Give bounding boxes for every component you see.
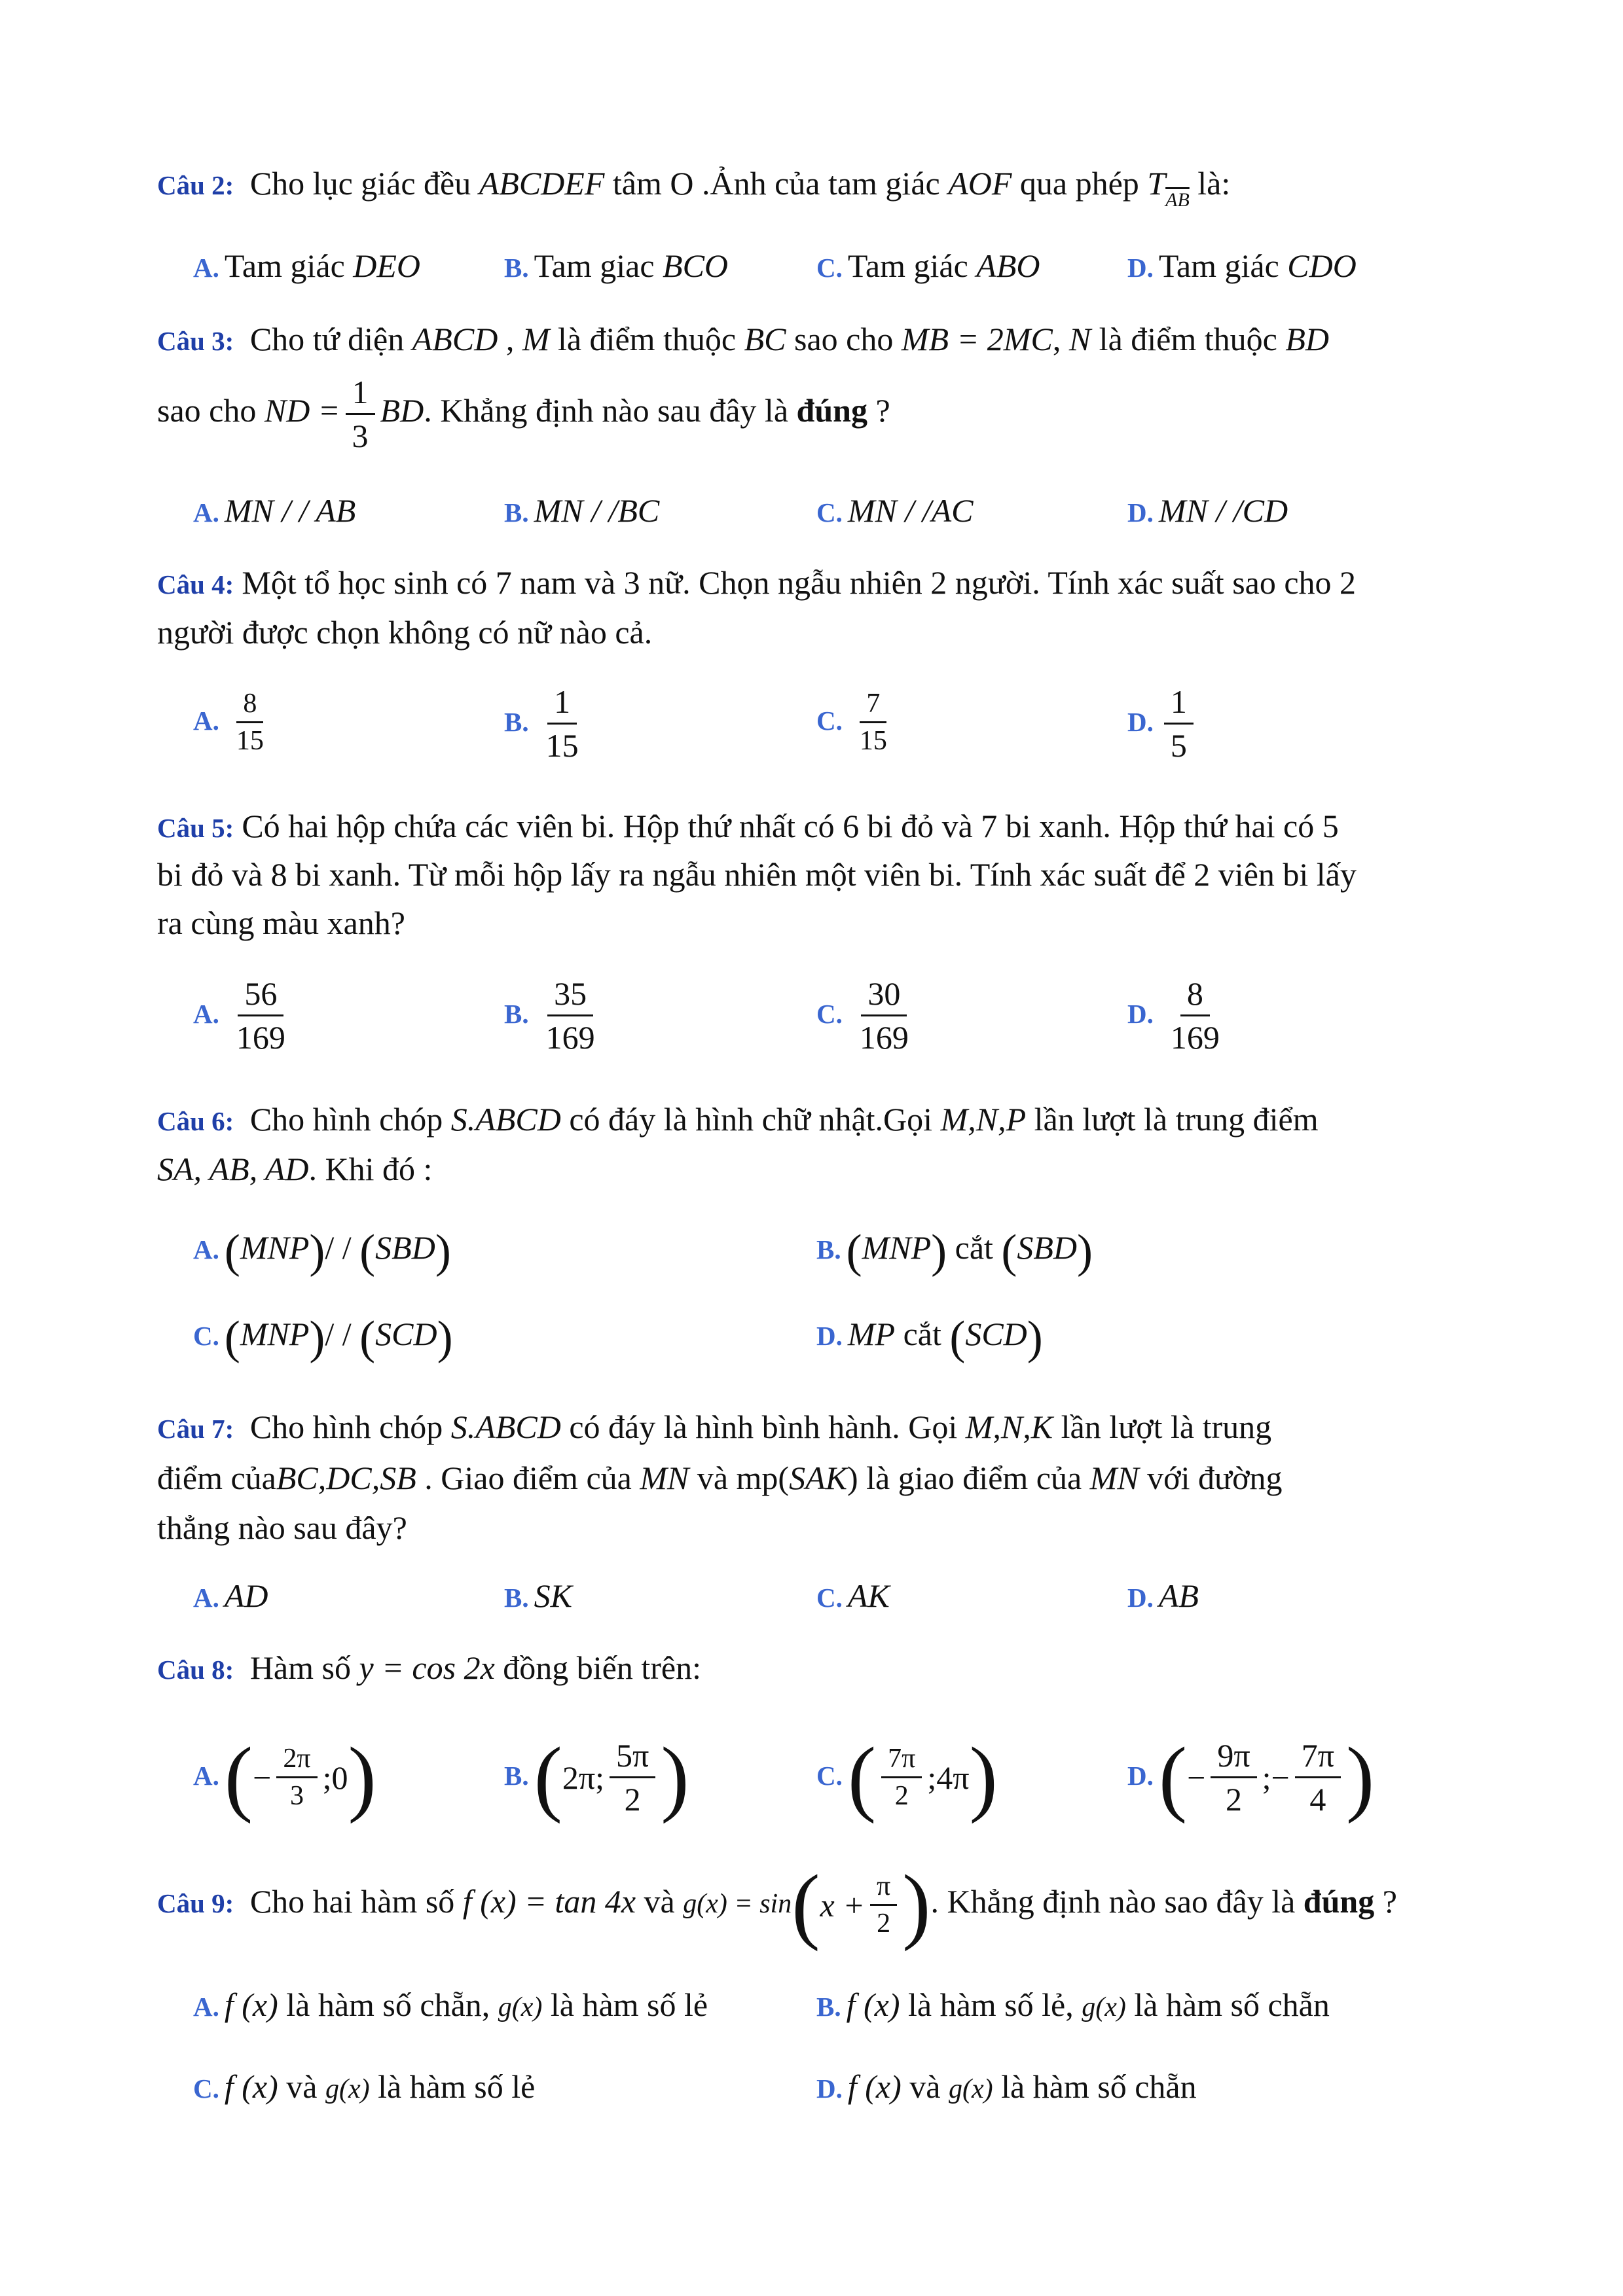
parenthesis: ): [437, 1311, 453, 1364]
q2-text: qua phép: [1019, 165, 1139, 202]
q7-options-1-math: SK: [534, 1577, 572, 1614]
q7-stem-line2: [157, 1453, 1283, 1503]
q6-options-1-p1: MNP: [862, 1229, 932, 1266]
q9-options-0-f: f (x): [224, 1986, 278, 2023]
q2-options-2-label: C.: [816, 253, 843, 283]
q8-options-2-sep: ;: [927, 1759, 937, 1796]
q3-stem-line2: [157, 368, 890, 457]
q3-t6: là điểm thuộc: [1099, 321, 1277, 357]
fraction: [881, 1741, 922, 1814]
q9-options-0-label: A.: [193, 1992, 219, 2022]
q8-option-d: [1127, 1728, 1374, 1823]
parenthesis: ): [931, 1225, 947, 1278]
q5-options-3-den: 169: [1170, 1019, 1220, 1056]
q7-option-c: [816, 1571, 890, 1623]
q9-options-2-a: và: [286, 2068, 318, 2105]
q9-option-b: [816, 1980, 1330, 2032]
q5-options-2-num: 30: [861, 973, 907, 1016]
q9-options-1-g: g(x): [1082, 1992, 1126, 2022]
q9-options-1-a: là hàm số lẻ,: [908, 1986, 1074, 2023]
q8-options-2-n1: 7π: [881, 1741, 922, 1778]
q6-t2: có đáy là hình chữ nhật.Gọi: [569, 1101, 933, 1138]
q5-line2: bi đỏ và 8 bi xanh. Từ mỗi hộp lấy ra ngẫu nhiên một viên bi. Tính xác suất để 2 viên bi lấy: [157, 856, 1357, 893]
q3-l2m2: BD: [380, 392, 424, 429]
q8-options-0-s1: −: [253, 1759, 272, 1796]
parenthesis: (: [534, 1730, 562, 1825]
q2-options-0-text: Tam giác: [224, 247, 345, 284]
parenthesis: ): [969, 1730, 998, 1825]
q3-t4: sao cho: [794, 321, 894, 357]
q5-options-1-num: 35: [547, 973, 593, 1016]
parenthesis: (: [847, 1730, 877, 1825]
q2-text: tâm O .Ảnh của tam giác: [612, 165, 940, 202]
parenthesis: (: [1158, 1730, 1188, 1825]
parenthesis: (: [1001, 1225, 1017, 1278]
q6-options-0-rel: / /: [325, 1229, 352, 1266]
q6-m2: M,N,P: [940, 1101, 1027, 1138]
q8-options-1-n1: 5π: [610, 1734, 655, 1778]
q7-line3: thẳng nào sau đây?: [157, 1509, 407, 1546]
q5-stem: [157, 801, 1339, 853]
q5-options-3-num: 8: [1180, 973, 1210, 1016]
q9-options-2-label: C.: [193, 2073, 219, 2104]
q4-line2: người được chọn không có nữ nào cả.: [157, 614, 653, 651]
q2-math: ABCDEF: [479, 165, 605, 202]
q2-option-d: [1127, 241, 1357, 293]
q8-options-0-d1: 3: [289, 1781, 304, 1812]
q8-options-1-pre: 2π;: [562, 1759, 605, 1796]
q5-options-0-label: A.: [193, 998, 219, 1029]
q7-stem-line3: [157, 1503, 407, 1552]
q8-options-3-n1: 9π: [1211, 1734, 1256, 1778]
parenthesis: ): [348, 1730, 376, 1825]
fraction: [1295, 1734, 1341, 1820]
q4-options-0-label: A.: [193, 705, 219, 736]
q8-option-a: [193, 1728, 376, 1823]
q9-fden: 2: [877, 1909, 891, 1939]
parenthesis: (: [359, 1225, 376, 1278]
q9-m2: g(x) = sin: [683, 1889, 792, 1919]
q2-number: Câu 2:: [157, 170, 234, 200]
q8-option-b: [504, 1728, 689, 1823]
q8-options-0-label: A.: [193, 1761, 219, 1791]
q4-options-1-den: 15: [545, 727, 579, 764]
q7-option-b: [504, 1571, 572, 1623]
parenthesis: (: [359, 1311, 376, 1364]
q5-stem-line3: [157, 898, 405, 948]
q3-m5: N: [1068, 321, 1091, 357]
q8-options-2-label: C.: [816, 1761, 843, 1791]
q5-number: Câu 5:: [157, 813, 234, 843]
q9-options-1-f: f (x): [846, 1986, 900, 2023]
q2-options-3-label: D.: [1127, 253, 1154, 283]
q3-l2bold: đúng: [796, 392, 867, 429]
fraction: [230, 686, 270, 759]
q4-options-3-num: 1: [1164, 681, 1194, 725]
q8-t1: Hàm số: [249, 1649, 351, 1686]
q7-m2: M,N,K: [965, 1408, 1053, 1445]
q8-options-0-sep: ;: [322, 1759, 332, 1796]
q4-options-3-den: 5: [1170, 727, 1187, 764]
q6-options-3-label: D.: [816, 1321, 843, 1351]
q8-options-2-d1: 2: [894, 1781, 909, 1812]
q7-l2m3: SAK: [789, 1460, 847, 1496]
q3-m4: MB = 2MC: [901, 321, 1053, 357]
q9-t2: và: [644, 1883, 675, 1920]
q8-t2: đồng biến trên:: [503, 1649, 701, 1686]
fraction: [853, 973, 915, 1058]
q9-option-d: [816, 2062, 1197, 2114]
q3-fnum: 1: [346, 371, 375, 415]
q4-option-c: [816, 686, 899, 759]
q2-option-a: [193, 241, 420, 293]
q9-options-3-b: là hàm số chẵn: [1001, 2068, 1197, 2105]
q3-option-d: [1127, 486, 1288, 537]
q7-m1: S.ABCD: [450, 1408, 561, 1445]
q3-options-1-math: MN / /BC: [534, 492, 660, 529]
parenthesis: ): [1345, 1730, 1375, 1825]
q7-options-0-label: A.: [193, 1583, 219, 1613]
q9-options-0-a: là hàm số chẵn,: [286, 1986, 490, 2023]
q3-l2c: ?: [875, 392, 890, 429]
q7-options-2-label: C.: [816, 1583, 843, 1613]
q3-l2a: sao cho: [157, 392, 257, 429]
q9-options-2-g: g(x): [325, 2074, 370, 2104]
parenthesis: ): [1077, 1225, 1093, 1278]
q5-options-2-label: C.: [816, 998, 843, 1029]
q9-options-3-a: và: [909, 2068, 941, 2105]
q9-options-0-g: g(x): [498, 1992, 543, 2022]
q9-options-3-label: D.: [816, 2073, 843, 2104]
q3-options-1-label: B.: [504, 497, 529, 528]
q9-fnum: π: [870, 1869, 897, 1906]
parenthesis: ): [661, 1730, 689, 1825]
q6-number: Câu 6:: [157, 1106, 234, 1136]
q9-bold: đúng: [1303, 1883, 1375, 1920]
parenthesis: (: [949, 1311, 966, 1364]
q6-options-2-rel: / /: [325, 1316, 352, 1352]
q7-stem: [157, 1402, 1271, 1454]
q7-options-1-label: B.: [504, 1583, 529, 1613]
q8-options-1-label: B.: [504, 1761, 529, 1791]
q7-option-a: [193, 1571, 268, 1623]
q9-options-1-b: là hàm số chẵn: [1134, 1986, 1330, 2023]
fraction: [539, 973, 602, 1058]
q3-fden: 3: [352, 418, 369, 455]
q7-l2m4: MN: [1089, 1460, 1139, 1496]
q6-options-0-label: A.: [193, 1234, 219, 1265]
q9-t3: . Khẳng định nào sao đây là: [930, 1883, 1296, 1920]
q3-options-3-math: MN / /CD: [1158, 492, 1288, 529]
q6-options-2-label: C.: [193, 1321, 219, 1351]
q3-m6: BD: [1285, 321, 1329, 357]
q4-option-a: [193, 686, 276, 759]
q3-options-2-math: MN / /AC: [847, 492, 974, 529]
q8-options-3-n2: 7π: [1295, 1734, 1341, 1778]
q6-options-2-p2: SCD: [375, 1316, 437, 1352]
q8-options-1-d1: 2: [624, 1781, 641, 1818]
q6-options-1-label: B.: [816, 1234, 841, 1265]
q2-option-c: [816, 241, 1040, 293]
q8-options-3-sep: ;−: [1262, 1759, 1290, 1796]
q3-option-b: [504, 486, 659, 537]
q2-option-b: [504, 241, 728, 293]
q3-options-2-label: C.: [816, 497, 843, 528]
q7-t2: có đáy là hình bình hành. Gọi: [569, 1408, 958, 1445]
q8-options-3-d1: 2: [1225, 1781, 1242, 1818]
q4-options-2-num: 7: [860, 686, 886, 723]
q6-stem: [157, 1094, 1319, 1146]
q9-options-1-label: B.: [816, 1992, 841, 2022]
q2-options-2-math: ABO: [976, 247, 1040, 284]
q8-options-2-rest: 4π: [936, 1759, 970, 1796]
q7-l2d: ) là giao điểm của: [847, 1460, 1082, 1496]
q4-options-1-label: B.: [504, 706, 529, 737]
parenthesis: (: [224, 1311, 240, 1364]
q2-options-2-text: Tam giác: [847, 247, 968, 284]
q8-options-0-n1: 2π: [276, 1741, 317, 1778]
q5-options-0-num: 56: [238, 973, 283, 1016]
q6-option-b: [816, 1223, 1093, 1276]
q6-options-3-p2: SCD: [965, 1316, 1027, 1352]
q3-number: Câu 3:: [157, 326, 234, 356]
q7-l2b: . Giao điểm của: [424, 1460, 632, 1496]
parenthesis: ): [902, 1857, 931, 1952]
fraction: [1164, 681, 1194, 766]
q8-options-3-label: D.: [1127, 1761, 1154, 1791]
q6-options-3-rel: cắt: [903, 1316, 941, 1352]
parenthesis: ): [309, 1311, 325, 1364]
q9-number: Câu 9:: [157, 1888, 234, 1918]
q6-options-1-rel: cắt: [955, 1229, 993, 1266]
q3-l2b: . Khẳng định nào sau đây là: [424, 392, 789, 429]
q5-option-b: [504, 973, 607, 1058]
parenthesis: (: [846, 1225, 862, 1278]
q4-options-0-num: 8: [236, 686, 263, 723]
q5-option-a: [193, 973, 297, 1058]
q9-m3: x +: [820, 1886, 865, 1924]
q7-t3: lần lượt là trung: [1061, 1408, 1272, 1445]
q9-options-3-g: g(x): [948, 2074, 993, 2104]
q2-options-3-math: CDO: [1287, 247, 1357, 284]
q7-l2a: điểm của: [157, 1460, 276, 1496]
fraction: [230, 973, 292, 1058]
q3-t3: là điểm thuộc: [557, 321, 737, 357]
parenthesis: ): [309, 1225, 325, 1278]
q8-number: Câu 8:: [157, 1655, 234, 1685]
q2-options-0-math: DEO: [353, 247, 421, 284]
q7-options-3-label: D.: [1127, 1583, 1154, 1613]
q5-line3: ra cùng màu xanh?: [157, 905, 406, 941]
q6-options-0-p1: MNP: [240, 1229, 310, 1266]
q7-l2e: với đường: [1147, 1460, 1283, 1496]
q2-text: Cho lục giác đều: [249, 165, 471, 202]
q8-options-0-rest: 0: [331, 1759, 348, 1796]
q9-t4: ?: [1382, 1883, 1397, 1920]
fraction: [276, 1741, 317, 1814]
fraction: [870, 1869, 897, 1941]
q5-option-c: [816, 973, 921, 1058]
q7-l2m1: BC,DC,SB: [276, 1460, 416, 1496]
q3-m3: BC: [744, 321, 786, 357]
q7-options-2-math: AK: [847, 1577, 890, 1614]
fraction: [539, 681, 585, 766]
q6-stem-line2: [157, 1144, 432, 1194]
q4-options-0-den: 15: [236, 726, 264, 756]
q2-options-3-text: Tam giác: [1158, 247, 1279, 284]
q9-option-a: [193, 1980, 708, 2032]
q7-number: Câu 7:: [157, 1414, 234, 1444]
q2-options-1-label: B.: [504, 253, 529, 283]
q9-m1: f (x) = tan 4x: [462, 1883, 636, 1920]
q7-l2c: và mp(: [697, 1460, 790, 1496]
parenthesis: (: [224, 1730, 253, 1825]
fraction: [1164, 973, 1226, 1058]
q4-options-3-label: D.: [1127, 706, 1154, 737]
q5-options-3-label: D.: [1127, 998, 1154, 1029]
q4-number: Câu 4:: [157, 569, 234, 600]
parenthesis: ): [435, 1225, 451, 1278]
q4-stem-line2: [157, 607, 652, 657]
q8-options-3-s1: −: [1187, 1759, 1206, 1796]
fraction: [853, 686, 894, 759]
q6-l2m: SA, AB, AD: [157, 1151, 309, 1187]
q9-t1: Cho hai hàm số: [249, 1883, 455, 1920]
parenthesis: ): [1027, 1311, 1043, 1364]
q7-t1: Cho hình chóp: [249, 1408, 443, 1445]
q4-stem: [157, 558, 1356, 609]
q2-text: là:: [1197, 165, 1231, 202]
q7-option-d: [1127, 1571, 1199, 1623]
q8-option-c: [816, 1728, 998, 1823]
q9-stem: [157, 1857, 1397, 1952]
q2-options-1-math: BCO: [663, 247, 729, 284]
parenthesis: (: [224, 1225, 240, 1278]
q3-options-0-math: MN / / AB: [224, 492, 356, 529]
q9-options-2-f: f (x): [224, 2068, 278, 2105]
q5-options-1-den: 169: [545, 1019, 595, 1056]
q8-options-3-d2: 4: [1309, 1781, 1326, 1818]
q5-line1: Có hai hộp chứa các viên bi. Hộp thứ nhất có 6 bi đỏ và 7 bi xanh. Hộp thứ hai có 5: [242, 808, 1339, 844]
q6-l2t: . Khi đó :: [308, 1151, 433, 1187]
q3-options-3-label: D.: [1127, 497, 1154, 528]
q6-options-3-p1: MP: [847, 1316, 896, 1352]
q3-l2m1: ND =: [264, 392, 340, 429]
q2-vector-subscript: AB: [1165, 189, 1190, 211]
q3-option-a: [193, 486, 356, 537]
q2-math: AOF: [948, 165, 1012, 202]
q6-options-2-p1: MNP: [240, 1316, 310, 1352]
q4-options-2-label: C.: [816, 705, 843, 736]
q7-options-3-math: AB: [1158, 1577, 1199, 1614]
q6-t3: lần lượt là trung điểm: [1034, 1101, 1319, 1138]
q5-options-0-den: 169: [236, 1019, 285, 1056]
q5-options-1-label: B.: [504, 998, 529, 1029]
q3-t2: ,: [505, 321, 515, 357]
q5-option-d: [1127, 973, 1231, 1058]
q8-m1: y = cos 2x: [359, 1649, 495, 1686]
q3-options-0-label: A.: [193, 497, 219, 528]
q9-options-3-f: f (x): [847, 2068, 902, 2105]
q9-options-0-b: là hàm số lẻ: [550, 1986, 708, 2023]
q2-stem: [157, 158, 1230, 213]
q4-line1: Một tổ học sinh có 7 nam và 3 nữ. Chọn ngẫu nhiên 2 người. Tính xác suất sao cho 2: [242, 564, 1357, 601]
q7-options-0-math: AD: [224, 1577, 268, 1614]
q4-options-2-den: 15: [859, 726, 887, 756]
q6-m1: S.ABCD: [450, 1101, 561, 1138]
q3-t5: ,: [1052, 321, 1061, 357]
q3-option-c: [816, 486, 974, 537]
fraction: [610, 1734, 655, 1820]
q3-stem: [157, 314, 1329, 366]
q6-options-1-p2: SBD: [1017, 1229, 1078, 1266]
q3-t1: Cho tứ diện: [249, 321, 405, 357]
q6-options-0-p2: SBD: [375, 1229, 435, 1266]
q3-fraction: [346, 371, 375, 457]
q6-option-c: [193, 1309, 453, 1363]
q3-m2: M: [522, 321, 550, 357]
q2-translation-symbol: T: [1147, 165, 1166, 202]
fraction: [1211, 1734, 1256, 1820]
q5-options-2-den: 169: [859, 1019, 909, 1056]
q9-options-2-b: là hàm số lẻ: [378, 2068, 536, 2105]
q2-options-1-text: Tam giac: [534, 247, 655, 284]
q9-option-c: [193, 2062, 535, 2114]
parenthesis: (: [792, 1857, 820, 1952]
q6-option-d: [816, 1309, 1043, 1363]
q7-l2m2: MN: [640, 1460, 689, 1496]
q5-stem-line2: [157, 850, 1357, 899]
q6-t1: Cho hình chóp: [249, 1101, 443, 1138]
q4-option-d: [1127, 681, 1199, 766]
q8-stem: [157, 1643, 701, 1695]
q6-option-a: [193, 1223, 451, 1276]
q3-m1: ABCD: [412, 321, 498, 357]
q2-options-0-label: A.: [193, 253, 219, 283]
q4-options-1-num: 1: [547, 681, 577, 725]
q4-option-b: [504, 681, 591, 766]
